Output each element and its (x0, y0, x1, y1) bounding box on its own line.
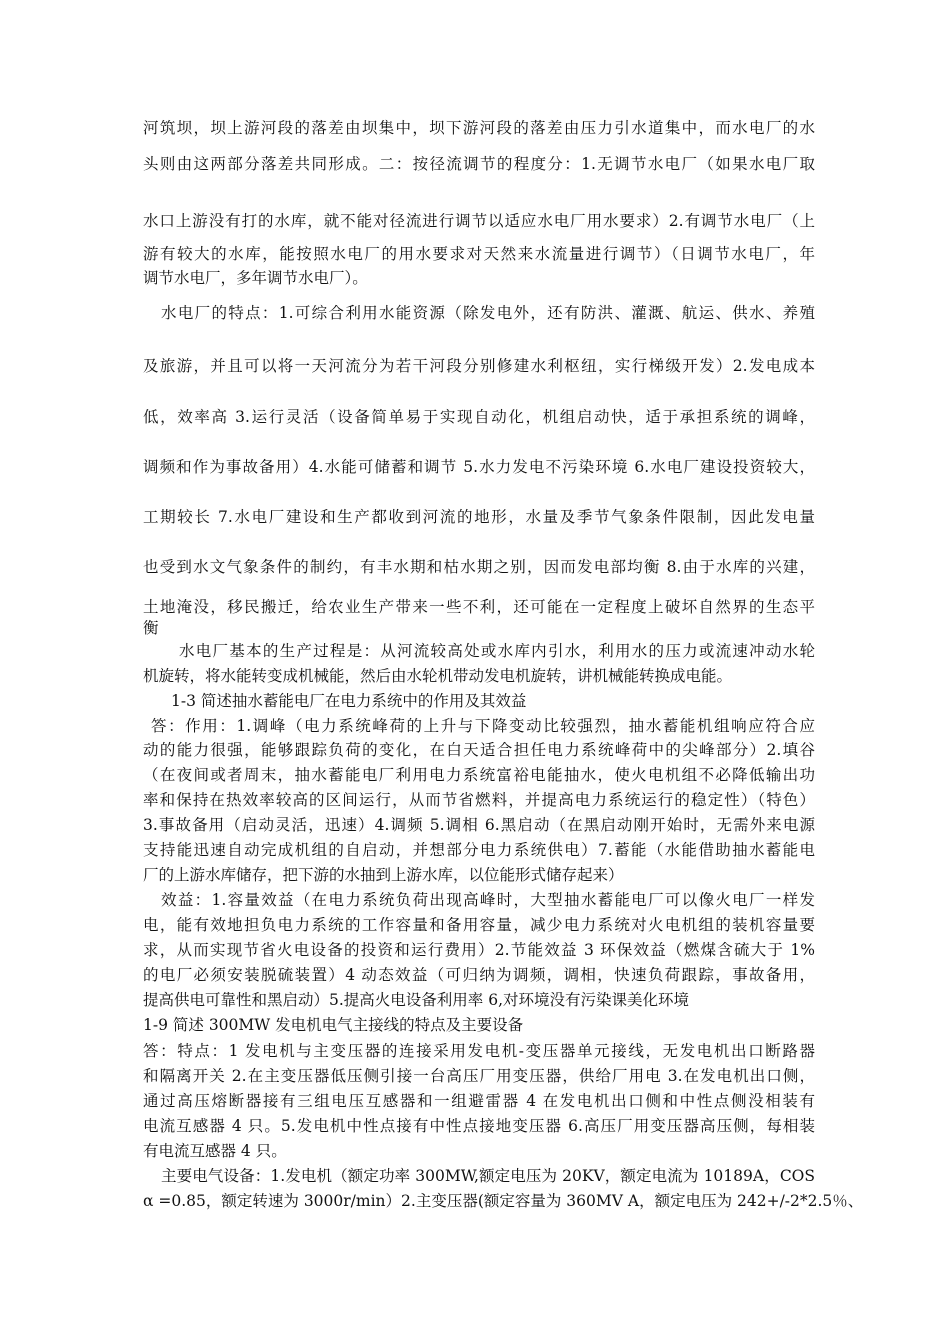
text-line: 低，效率高 3.运行灵活（设备简单易于实现自动化，机组启动快，适于承担系统的调峰， (143, 408, 815, 426)
text-line: 通过高压熔断器接有三组电压互感器和一组避雷器 4 在发电机出口侧和中性点侧没相装有 (143, 1092, 815, 1110)
text-line: 头则由这两部分落差共同形成。二：按径流调节的程度分：1.无调节水电厂（如果水电厂取 (143, 155, 815, 173)
text-line: 机旋转，将水能转变成机械能，然后由水轮机带动发电机旋转，讲机械能转换成电能。 (143, 667, 733, 685)
text-line: 支持能迅速自动完成机组的自启动，并想部分电力系统供电）7.蓄能（水能借助抽水蓄能电 (143, 841, 815, 859)
text-line: 水电厂的特点：1.可综合利用水能资源（除发电外，还有防洪、灌溉、航运、供水、养殖 (161, 304, 815, 322)
text-line: 求，从而实现节省火电设备的投资和运行费用）2.节能效益 3 环保效益（燃煤含硫大于 1% (143, 941, 815, 959)
text-line: 的电厂必须安装脱硫装置）4 动态效益（可归纳为调频，调相，快速负荷跟踪，事故备用， (143, 966, 815, 984)
text-line: 有电流互感器 4 只。 (143, 1142, 287, 1160)
text-line: 提高供电可靠性和黑启动）5.提高火电设备利用率 6,对环境没有污染课美化环境 (143, 991, 690, 1009)
text-line: 及旅游，并且可以将一天河流分为若干河段分别修建水利枢纽，实行梯级开发）2.发电成本 (143, 357, 815, 375)
text-line: 1-3 简述抽水蓄能电厂在电力系统中的作用及其效益 (171, 692, 527, 710)
text-line: 水电厂基本的生产过程是：从河流较高处或水库内引水，利用水的压力或流速冲动水轮 (179, 642, 815, 660)
text-line: 答：作用：1.调峰（电力系统峰荷的上升与下降变动比较强烈，抽水蓄能机组响应符合应 (151, 717, 815, 735)
text-line: 3.事故备用（启动灵活，迅速）4.调频 5.调相 6.黑启动（在黑启动刚开始时，无需外来电源 (143, 816, 815, 834)
text-line: 1-9 简述 300MW 发电机电气主接线的特点及主要设备 (143, 1016, 524, 1034)
text-line: 衡 (143, 619, 159, 637)
text-line: 游有较大的水库，能按照水电厂的用水要求对天然来水流量进行调节）（日调节水电厂，年 (143, 245, 815, 263)
text-line: 效益：1.容量效益（在电力系统负荷出现高峰时，大型抽水蓄能电厂可以像火电厂一样发 (161, 891, 815, 909)
text-line: （在夜间或者周末，抽水蓄能电厂利用电力系统富裕电能抽水，使火电机组不必降低输出功 (143, 766, 815, 784)
text-line: 率和保持在热效率较高的区间运行，从而节省燃料，并提高电力系统运行的稳定性）（特色） (143, 791, 815, 809)
text-line: 动的能力很强，能够跟踪负荷的变化，在白天适合担任电力系统峰荷中的尖峰部分）2.填谷 (143, 741, 815, 759)
text-line: 河筑坝，坝上游河段的落差由坝集中，坝下游河段的落差由压力引水道集中，而水电厂的水 (143, 119, 815, 137)
text-line: 主要电气设备：1.发电机（额定功率 300MW,额定电压为 20KV，额定电流为 10189A，COS (161, 1167, 815, 1185)
text-line: 答：特点：1 发电机与主变压器的连接采用发电机-变压器单元接线，无发电机出口断路器 (143, 1042, 815, 1060)
text-line: 土地淹没，移民搬迁，给农业生产带来一些不利，还可能在一定程度上破坏自然界的生态平 (143, 598, 815, 616)
text-line: 也受到水文气象条件的制约，有丰水期和枯水期之别，因而发电部均衡 8.由于水库的兴建， (143, 558, 815, 576)
text-line: α =0.85，额定转速为 3000r/min）2.主变压器(额定容量为 360MV A，额定电压为 242+/-2*2.5％、 (143, 1192, 864, 1210)
text-line: 和隔离开关 2.在主变压器低压侧引接一台高压厂用变压器，供给厂用电 3.在发电机出口侧， (143, 1067, 815, 1085)
text-line: 电，能有效地担负电力系统的工作容量和备用容量，减少电力系统对火电机组的装机容量要 (143, 916, 815, 934)
text-line: 水口上游没有打的水库，就不能对径流进行调节以适应水电厂用水要求）2.有调节水电厂（上 (143, 212, 815, 230)
text-line: 电流互感器 4 只。5.发电机中性点接有中性点接地变压器 6.高压厂用变压器高压侧，每相装 (143, 1117, 815, 1135)
text-line: 调节水电厂，多年调节水电厂）。 (143, 269, 368, 287)
text-line: 工期较长 7.水电厂建设和生产都收到河流的地形，水量及季节气象条件限制，因此发电量 (143, 508, 815, 526)
text-line: 调频和作为事故备用）4.水能可储蓄和调节 5.水力发电不污染环境 6.水电厂建设投资较大， (143, 458, 815, 476)
text-line: 厂的上游水库储存，把下游的水抽到上游水库，以位能形式储存起来） (143, 866, 624, 884)
